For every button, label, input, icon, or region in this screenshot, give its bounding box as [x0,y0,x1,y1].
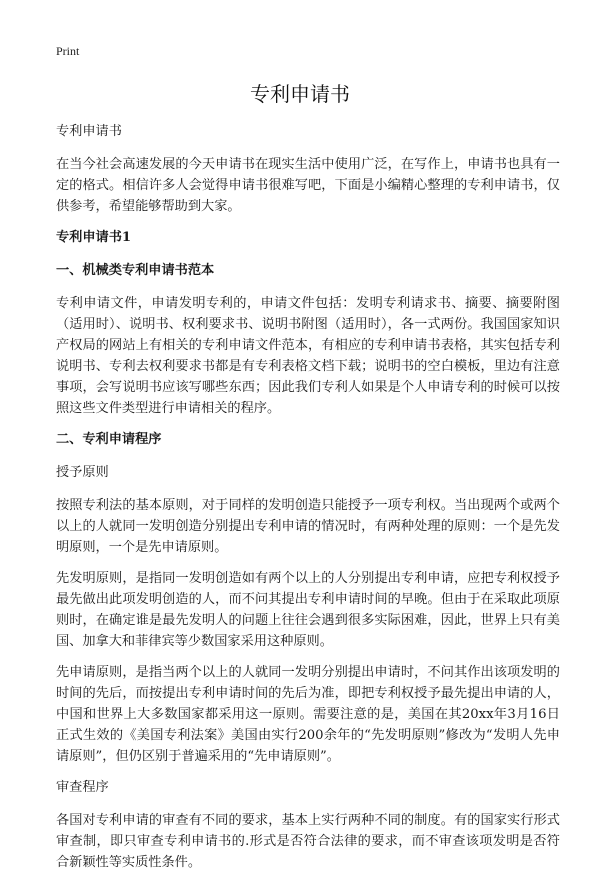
paragraph-application-files: 专利申请文件，申请发明专利的，申请文件包括：发明专利请求书、摘要、摘要附图（适用时）、说明书、权利要求书、说明书附图（适用时），各一式两份。我国国家知识产权局的网站上有相关的专利申请文件范本，有相应的专利申请书表格，其实包括专利说明书、专利去权利要求书都是有专利表格文档下载；说明书的空白模板，里边有注意事项，会写说明书应该写哪些东西；因此我们专利人如果是个人申请专利的时候可以按照这些文件类型进行申请相关的程序。 [56,296,560,416]
paragraph-basic-principle: 按照专利法的基本原则，对于同样的发明创造只能授予一项专利权。当出现两个或两个以上的人就同一发明创造分别提出专利申请的情况时，有两种处理的原则：一个是先发明原则，一个是先申请原则。 [56,498,560,555]
heading-mechanical-template: 一、机械类专利申请书范本 [56,263,215,278]
document-body [56,121,560,883]
paragraph-examination: 各国对专利申请的审查有不同的要求，基本上实行两种不同的制度。有的国家实行形式审查制，即只审查专利申请书的.形式是否符合法律的要求，而不审查该项发明是否符合新颖性等实质性条件。 [56,813,560,870]
paragraph-first-to-file: 先申请原则，是指当两个以上的人就同一发明分别提出申请时，不问其作出该项发明的时间的先后，而按提出专利申请时间的先后为准，即把专利权授予最先提出申请的人，中国和世界上大多数国家都采用这一原则。需要注意的是，美国在其20xx年3月16日正式生效的《美国专利法案》美国由实行200余年的“先发明原则”修改为“发明人先申请原则”，但仍区别于普遍采用的“先申请原则”。 [56,665,560,764]
paragraph-first-to-invent: 先发明原则，是指同一发明创造如有两个以上的人分别提出专利申请，应把专利权授予最先做出此项发明创造的人，而不问其提出专利申请时间的早晚。但由于在采取此项原则时，在确定谁是最先发明人的问题上往往会遇到很多实际困难，因此，世界上只有美国、加拿大和菲律宾等少数国家采用这种原则。 [56,571,560,649]
intro-paragraph: 在当今社会高速发展的今天申请书在现实生活中使用广泛，在写作上，申请书也具有一定的格式。相信许多人会觉得申请书很难写吧，下面是小编精心整理的专利申请书，仅供参考，希望能够帮助到大家。 [56,157,560,214]
document-title: 专利申请书 [250,82,350,106]
print-label: Print [56,44,80,58]
heading-application-procedure: 二、专利申请程序 [56,432,162,447]
subheading-grant-principle: 授予原则 [56,465,109,480]
subheading-examination-procedure: 审查程序 [56,780,109,795]
document-subtitle: 专利申请书 [56,124,122,139]
section-heading: 专利申请书1 [56,230,132,245]
